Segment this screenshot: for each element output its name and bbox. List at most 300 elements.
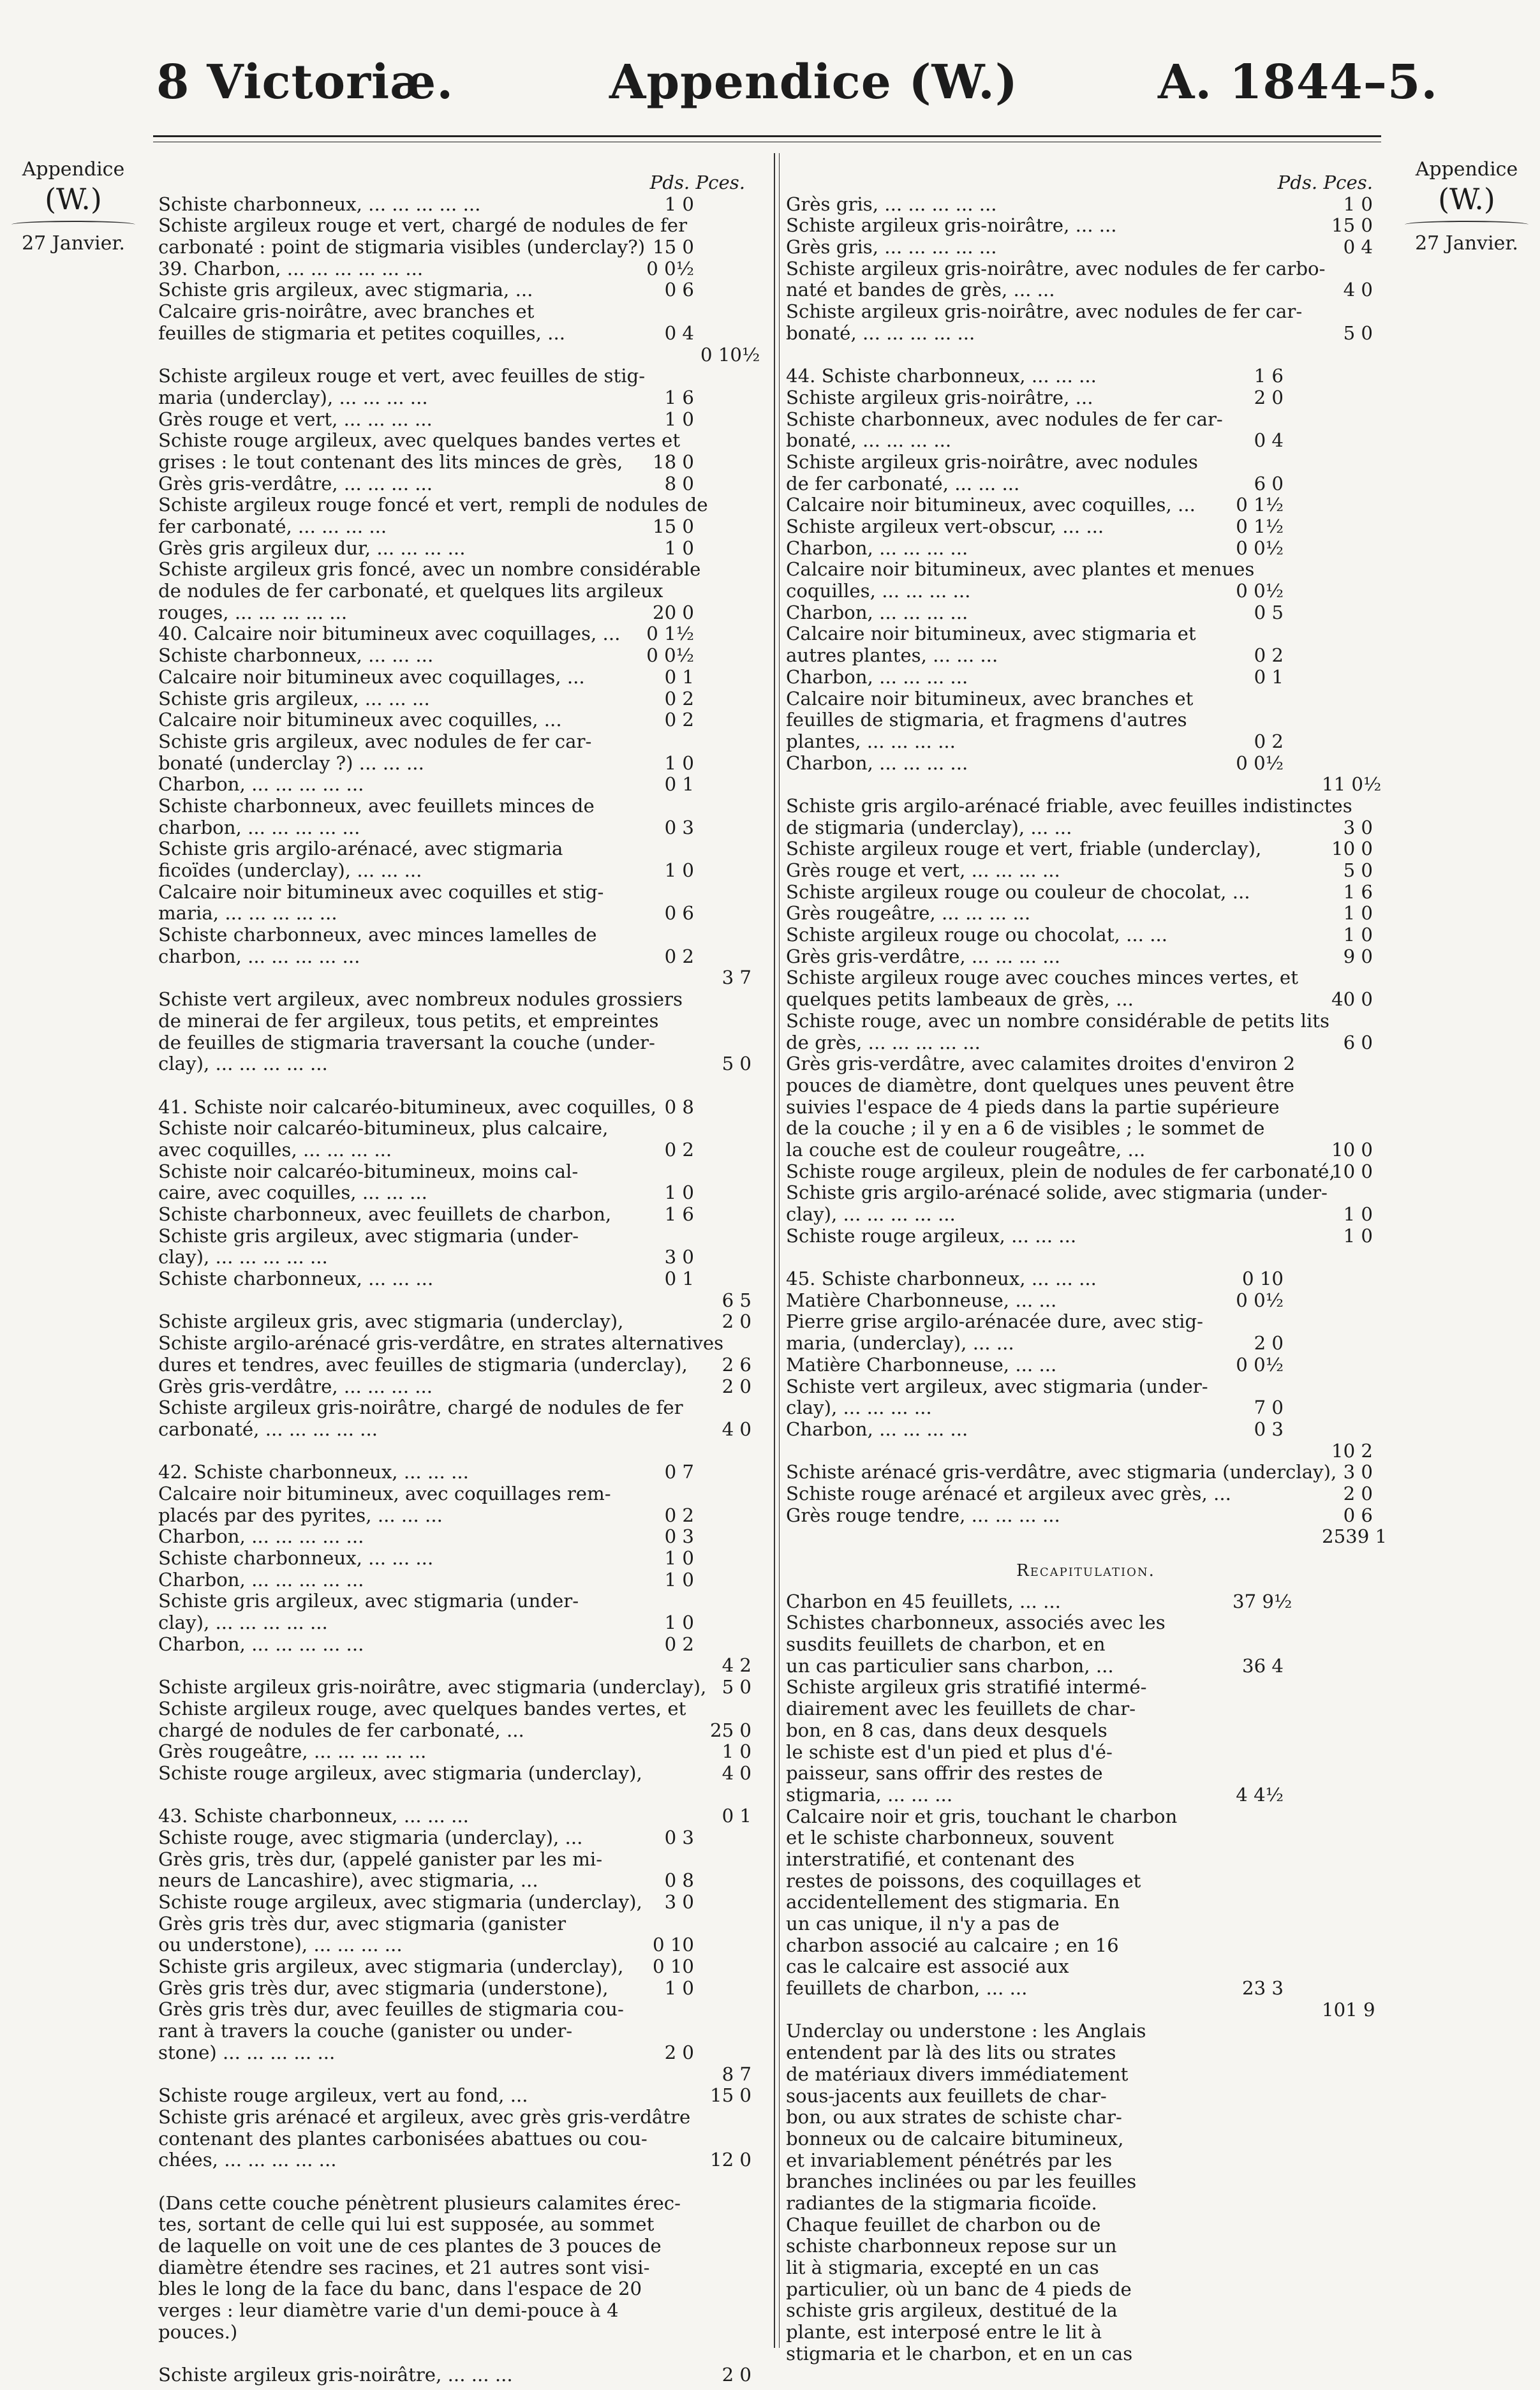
margin-brace: [11, 221, 135, 228]
row-text: accidentellement des stigmaria. En: [786, 1891, 1120, 1913]
table-row: [786, 1333, 1386, 1355]
row-value: 0 2: [664, 1138, 694, 1161]
table-row: [786, 559, 1386, 581]
row-text: Schiste gris arénacé et argileux, avec grès gris-verdâtre: [158, 2105, 691, 2128]
row-value: 3 0: [664, 1246, 694, 1268]
table-row: [158, 2343, 758, 2364]
row-value: 4 4½: [1236, 1783, 1284, 1806]
table-row: [158, 2257, 758, 2279]
row-text: Schiste argileux gris-noirâtre, ...: [786, 386, 1093, 408]
row-text: un cas unique, il n'y a pas de: [786, 1913, 1060, 1935]
table-row: [158, 1311, 758, 1333]
row-text: charbon, ... ... ... ... ...: [158, 945, 360, 967]
table-row: [786, 1032, 1386, 1054]
row-value: 0 8: [664, 1095, 694, 1118]
row-text: Charbon en 45 feuillets, ... ...: [786, 1590, 1061, 1612]
row-text: clay), ... ... ... ... ...: [158, 1053, 328, 1075]
table-row: [786, 1419, 1386, 1441]
row-text: Chaque feuillet de charbon ou de: [786, 2213, 1101, 2236]
table-row: [786, 1935, 1386, 1957]
row-subtotal: 0 10½: [700, 343, 760, 366]
table-row: [158, 1785, 758, 1806]
row-text: clay), ... ... ... ... ...: [158, 1246, 328, 1268]
row-text: stigmaria, ... ... ...: [786, 1783, 953, 1806]
margin-date: 27 Janvier.: [1415, 232, 1518, 255]
margin-appendice: Appendice: [1415, 158, 1518, 181]
table-row: [786, 538, 1386, 560]
table-row: [786, 1182, 1386, 1204]
row-value: 0 4: [1254, 429, 1284, 452]
table-row: [158, 1290, 758, 1312]
table-row: [786, 667, 1386, 688]
row-text: Schiste argileux gris-noirâtre, avec nodules de fer car-: [786, 301, 1303, 323]
table-row: [786, 2300, 1386, 2322]
table-row: [786, 709, 1386, 731]
table-row: [158, 1849, 758, 1871]
table-row: [158, 2364, 758, 2386]
table-row: [158, 1548, 758, 1570]
row-text: Grès gris très dur, avec stigmaria (ganister: [158, 1912, 566, 1934]
table-row: [786, 838, 1386, 860]
table-row: [158, 1505, 758, 1527]
row-text: Schiste gris argilo-arénacé friable, avec feuilles indistinctes: [786, 794, 1352, 817]
row-subtotal: 2 0: [722, 2364, 751, 2386]
right-column: [786, 172, 1386, 2364]
row-text: Charbon, ... ... ... ... ...: [158, 1633, 364, 1655]
table-row: [158, 1419, 758, 1441]
table-row: [158, 1053, 758, 1075]
table-row: [786, 1204, 1386, 1226]
table-row: [786, 753, 1386, 775]
table-row: [786, 494, 1386, 516]
row-text: Calcaire noir bitumineux avec coquilles, ...: [158, 709, 562, 731]
table-row: [786, 2042, 1386, 2064]
row-subtotal: 6 0: [1343, 1031, 1373, 1053]
row-value: 23 3: [1242, 1977, 1284, 2000]
table-row: [786, 1720, 1386, 1742]
row-text: Grès rougeâtre, ... ... ... ... ...: [158, 1741, 427, 1763]
row-text: Grès gris-verdâtre, ... ... ... ...: [158, 472, 433, 494]
row-text: grises : le tout contenant des lits minces de grès,: [158, 450, 623, 473]
table-row: [158, 1032, 758, 1054]
row-value: 2 0: [664, 2041, 694, 2063]
row-text: Schiste rouge argileux, vert au fond, ...: [158, 2084, 528, 2107]
row-subtotal: 4 0: [1343, 279, 1373, 301]
table-row: [158, 1827, 758, 1849]
table-row: [786, 387, 1386, 409]
table-row: [158, 623, 758, 645]
row-value: 1 0: [664, 1547, 694, 1569]
row-subtotal: 10 0: [1331, 1138, 1373, 1161]
row-text: Schiste noir calcaréo-bitumineux, moins cal-: [158, 1160, 579, 1182]
table-row: [158, 1698, 758, 1720]
table-row: [158, 2042, 758, 2064]
row-text: clay), ... ... ... ...: [786, 1397, 932, 1419]
row-subtotal: 15 0: [1331, 214, 1373, 237]
row-text: stone) ... ... ... ... ...: [158, 2041, 336, 2063]
row-text: Schiste vert argileux, avec nombreux nodules grossiers: [158, 988, 683, 1011]
row-text: diamètre étendre ses racines, et 21 autres sont visi-: [158, 2256, 650, 2278]
row-text: et le schiste charbonneux, souvent: [786, 1827, 1114, 1849]
header-title: Appendice (W.): [609, 55, 1018, 110]
table-row: [786, 2343, 1386, 2365]
row-text: plante, est interposé entre le lit à: [786, 2321, 1102, 2343]
table-row: [786, 2086, 1386, 2107]
table-row: [158, 2214, 758, 2236]
table-row: [158, 688, 758, 710]
row-text: contenant des plantes carbonisées abattues ou cou-: [158, 2127, 648, 2149]
row-value: 1 6: [1254, 365, 1284, 387]
row-value: 0 6: [664, 902, 694, 924]
table-row: [786, 1161, 1386, 1183]
table-row: [786, 301, 1386, 323]
row-text: Schiste argileux gris-noirâtre, avec nodules: [786, 450, 1198, 473]
row-text: Schiste gris argileux, avec nodules de fer car-: [158, 730, 592, 752]
row-value: 0 3: [1254, 1418, 1284, 1440]
table-row: [786, 1011, 1386, 1032]
row-subtotal: 6 5: [722, 1289, 751, 1311]
header-year: A. 1844–5.: [1158, 55, 1439, 110]
table-row: [786, 1118, 1386, 1139]
row-subtotal: 2 0: [722, 1375, 751, 1397]
units-label: Pds. Pces.: [1277, 172, 1373, 193]
row-value: 0 1: [1254, 665, 1284, 688]
row-value: 0 2: [664, 709, 694, 731]
row-text: Calcaire gris-noirâtre, avec branches et: [158, 301, 535, 323]
table-row: [158, 924, 758, 946]
table-row: [786, 409, 1386, 431]
table-row: [158, 516, 758, 538]
table-row: [786, 1978, 1386, 2000]
table-row: [158, 2236, 758, 2257]
row-subtotal: 25 0: [710, 1719, 751, 1741]
row-text: Schiste charbonneux, ... ... ...: [158, 644, 434, 667]
row-text: Schiste rouge, avec stigmaria (underclay), ...: [158, 1826, 583, 1848]
table-row: [158, 1483, 758, 1505]
table-row: [158, 1226, 758, 1247]
table-row: [786, 882, 1386, 903]
row-subtotal: 4 2: [722, 1654, 751, 1677]
row-text: pouces de diamètre, dont quelques unes peuvent être: [786, 1074, 1294, 1096]
row-text: Schiste charbonneux, avec feuillets de charbon,: [158, 1203, 612, 1225]
row-text: le schiste est d'un pied et plus d'é-: [786, 1741, 1113, 1763]
row-text: Schiste argileux rouge et vert, avec feuilles de stig-: [158, 365, 646, 387]
page-header: [0, 55, 1540, 131]
table-row: [786, 237, 1386, 258]
row-value: 37 9½: [1233, 1590, 1292, 1612]
row-subtotal: 1 0: [722, 1741, 751, 1763]
row-text: lit à stigmaria, excepté en un cas: [786, 2257, 1099, 2279]
row-text: caire, avec coquilles, ... ... ...: [158, 1182, 427, 1204]
row-value: 0 5: [1254, 601, 1284, 623]
row-text: Schiste vert argileux, avec stigmaria (under-: [786, 1375, 1208, 1397]
row-text: 43. Schiste charbonneux, ... ... ...: [158, 1805, 469, 1827]
row-value: 0 6: [664, 279, 694, 301]
row-value: 8 0: [664, 472, 694, 494]
recap-rows: [786, 1591, 1386, 2365]
table-row: [158, 1934, 758, 1956]
row-text: bonaté, ... ... ... ... ...: [786, 322, 975, 344]
margin-date: 27 Janvier.: [22, 232, 125, 255]
table-row: [786, 817, 1386, 839]
row-subtotal: 3 0: [1343, 1461, 1373, 1483]
table-row: [786, 989, 1386, 1011]
row-value: 1 0: [664, 193, 694, 215]
recap-title: Recapitulation.: [1016, 1561, 1155, 1580]
table-row: [786, 1355, 1386, 1376]
row-text: feuillets de charbon, ... ...: [786, 1977, 1028, 2000]
row-value: 0 10: [653, 1956, 694, 1978]
table-row: [786, 1139, 1386, 1161]
row-text: placés par des pyrites, ... ... ...: [158, 1504, 443, 1526]
row-text: Schiste argileux vert-obscur, ... ...: [786, 516, 1104, 537]
table-row: [786, 2128, 1386, 2150]
table-row: [786, 2000, 1386, 2021]
row-text: Charbon, ... ... ... ... ...: [158, 1525, 364, 1548]
row-text: Schiste charbonneux, avec feuillets minces de: [158, 794, 595, 817]
table-row: [158, 194, 758, 216]
table-row: [158, 1161, 758, 1183]
row-text: 44. Schiste charbonneux, ... ... ...: [786, 365, 1097, 387]
row-value: 1 0: [664, 537, 694, 559]
row-value: 36 4: [1242, 1654, 1284, 1677]
table-row: [786, 323, 1386, 345]
table-row: [158, 2193, 758, 2215]
row-text: entendent par là des lits ou strates: [786, 2042, 1116, 2064]
row-subtotal: 2539 1: [1322, 1525, 1388, 1548]
units-header: [786, 172, 1386, 194]
table-row: [158, 1247, 758, 1268]
row-text: de la couche ; il y en a 6 de visibles ; le sommet de: [786, 1117, 1265, 1139]
row-value: 0 1½: [646, 623, 694, 645]
table-row: [786, 345, 1386, 366]
table-row: [158, 1655, 758, 1677]
row-text: bon, ou aux strates de schiste char-: [786, 2106, 1122, 2128]
row-text: Schiste charbonneux, ... ... ...: [158, 1268, 434, 1290]
row-text: verges : leur diamètre varie d'un demi-pouce à 4: [158, 2299, 619, 2322]
row-text: de nodules de fer carbonaté, et quelques lits argileux: [158, 580, 663, 602]
row-value: 0 2: [1254, 730, 1284, 752]
row-text: de stigmaria (underclay), ... ...: [786, 816, 1072, 838]
row-subtotal: 101 9: [1322, 1998, 1375, 2021]
row-text: Schiste argileux gris-noirâtre, avec nodules de fer carbo-: [786, 257, 1326, 279]
row-text: Grès gris, ... ... ... ... ...: [786, 193, 997, 215]
row-text: Charbon, ... ... ... ...: [786, 665, 968, 688]
table-row: [786, 581, 1386, 602]
row-text: suivies l'espace de 4 pieds dans la partie supérieure: [786, 1095, 1280, 1118]
row-text: bles le long de la face du banc, dans l'espace de 20: [158, 2278, 642, 2300]
table-row: [786, 215, 1386, 237]
table-row: [158, 2300, 758, 2322]
row-subtotal: 2 0: [722, 1310, 751, 1333]
row-text: pouces.): [158, 2320, 238, 2343]
row-text: Schiste rouge argileux, plein de nodules de fer carbonaté,: [786, 1160, 1335, 1182]
row-text: de feuilles de stigmaria traversant la couche (under-: [158, 1031, 655, 1053]
row-subtotal: 2 0: [1343, 1482, 1373, 1504]
row-value: 1 0: [664, 752, 694, 774]
table-row: [158, 452, 758, 473]
column-divider-thin: [779, 153, 780, 2348]
table-row: [158, 1097, 758, 1118]
row-text: feuilles de stigmaria, et fragmens d'autres: [786, 709, 1187, 731]
table-row: [158, 1139, 758, 1161]
row-subtotal: 8 7: [722, 2063, 751, 2085]
table-row: [786, 194, 1386, 216]
row-text: 42. Schiste charbonneux, ... ... ...: [158, 1461, 469, 1483]
table-row: [158, 2171, 758, 2193]
header-rule: [153, 135, 1381, 137]
margin-brace: [1405, 221, 1529, 228]
row-text: rouges, ... ... ... ... ...: [158, 601, 348, 623]
row-text: de grès, ... ... ... ... ...: [786, 1031, 981, 1053]
row-text: Calcaire noir et gris, touchant le charbon: [786, 1805, 1178, 1827]
table-row: [158, 2107, 758, 2128]
table-row: [158, 1526, 758, 1548]
left-rows: [158, 194, 758, 2386]
margin-note-right: [1393, 158, 1540, 255]
table-row: [786, 602, 1386, 624]
table-row: [158, 215, 758, 237]
row-text: carbonaté : point de stigmaria visibles (underclay?): [158, 236, 646, 258]
table-row: [786, 1677, 1386, 1698]
table-row: [158, 1741, 758, 1763]
table-row: [158, 2128, 758, 2150]
row-value: 0 3: [664, 816, 694, 838]
table-row: [158, 1462, 758, 1483]
table-row: [158, 366, 758, 387]
table-row: [786, 796, 1386, 817]
table-row: [786, 2171, 1386, 2193]
row-text: plantes, ... ... ... ...: [786, 730, 956, 752]
table-row: [786, 1505, 1386, 1527]
row-text: neurs de Lancashire), avec stigmaria, ...: [158, 1869, 538, 1892]
row-text: de matériaux divers immédiatement: [786, 2063, 1129, 2085]
column-divider: [774, 153, 775, 2348]
table-row: [786, 2150, 1386, 2172]
row-text: Matière Charbonneuse, ... ...: [786, 1353, 1057, 1376]
row-text: Calcaire noir bitumineux, avec coquilles, ...: [786, 494, 1196, 516]
table-row: [786, 1311, 1386, 1333]
table-row: [158, 237, 758, 258]
table-row: [786, 2215, 1386, 2236]
table-row: [786, 903, 1386, 924]
row-subtotal: 5 0: [722, 1676, 751, 1698]
table-row: [158, 1978, 758, 2000]
row-value: 0 10: [653, 1934, 694, 1956]
row-subtotal: 1 0: [1343, 193, 1373, 215]
row-subtotal: 11 0½: [1322, 773, 1382, 796]
row-text: Schiste rouge argileux, ... ... ...: [786, 1224, 1077, 1247]
row-subtotal: 10 0: [1331, 1160, 1373, 1182]
row-text: Schiste argileux rouge avec couches minces vertes, et: [786, 967, 1298, 989]
row-value: 0 0½: [1236, 537, 1284, 559]
table-row: [158, 709, 758, 731]
table-row: [786, 1892, 1386, 1913]
row-text: avec coquilles, ... ... ... ...: [158, 1138, 392, 1161]
row-value: 1 0: [664, 1568, 694, 1591]
row-subtotal: 10 2: [1331, 1439, 1373, 1462]
row-text: maria (underclay), ... ... ... ...: [158, 386, 428, 408]
row-text: 45. Schiste charbonneux, ... ... ...: [786, 1268, 1097, 1290]
margin-w: (W.): [45, 182, 102, 216]
row-text: ou understone), ... ... ... ...: [158, 1934, 403, 1956]
table-row: [786, 731, 1386, 753]
row-text: diairement avec les feuillets de char-: [786, 1698, 1136, 1720]
row-value: 0 0½: [1236, 1289, 1284, 1311]
table-row: [158, 1763, 758, 1785]
row-text: naté et bandes de grès, ... ...: [786, 279, 1055, 301]
table-row: [158, 1204, 758, 1226]
row-text: Schiste argileux rouge et vert, chargé de nodules de fer: [158, 214, 688, 237]
row-value: 0 8: [664, 1869, 694, 1892]
table-row: [786, 1462, 1386, 1483]
table-row: [786, 1526, 1386, 1548]
row-subtotal: 1 0: [1343, 924, 1373, 946]
row-text: feuilles de stigmaria et petites coquilles, ...: [158, 322, 566, 344]
row-text: et invariablement pénétrés par les: [786, 2149, 1113, 2171]
row-text: fer carbonaté, ... ... ... ...: [158, 516, 387, 537]
row-value: 0 4: [664, 322, 694, 344]
row-subtotal: 1 0: [1343, 1224, 1373, 1247]
row-text: Grès rouge et vert, ... ... ... ...: [786, 859, 1060, 881]
row-value: 0 0½: [646, 644, 694, 667]
row-text: Schiste gris argilo-arénacé solide, avec stigmaria (under-: [786, 1182, 1328, 1204]
row-text: schiste gris argileux, destitué de la: [786, 2299, 1118, 2322]
row-text: Schiste argileux rouge ou chocolat, ... ...: [786, 924, 1168, 946]
row-value: 1 0: [664, 1182, 694, 1204]
table-row: [158, 1441, 758, 1462]
table-row: [786, 645, 1386, 667]
row-text: Schiste rouge argileux, avec quelques bandes vertes et: [158, 429, 681, 452]
table-row: [158, 1677, 758, 1698]
margin-appendice: Appendice: [22, 158, 125, 181]
table-row: [158, 2064, 758, 2086]
row-text: sous-jacents aux feuillets de char-: [786, 2084, 1107, 2107]
table-row: [786, 1913, 1386, 1935]
table-row: [786, 1268, 1386, 1290]
table-row: [786, 774, 1386, 796]
row-value: 3 0: [664, 1891, 694, 1913]
row-text: Schiste rouge argileux, avec stigmaria (underclay),: [158, 1891, 642, 1913]
row-text: radiantes de la stigmaria ficoïde.: [786, 2192, 1097, 2214]
row-text: susdits feuillets de charbon, et en: [786, 1633, 1106, 1656]
table-row: [786, 1441, 1386, 1462]
row-text: Schiste arénacé gris-verdâtre, avec stigmaria (underclay),: [786, 1461, 1337, 1483]
row-subtotal: 1 0: [1343, 1203, 1373, 1225]
row-text: Pierre grise argilo-arénacée dure, avec stig-: [786, 1310, 1203, 1333]
table-row: [158, 1268, 758, 1290]
table-row: [786, 2279, 1386, 2301]
table-row: [158, 1956, 758, 1978]
row-text: Calcaire noir bitumineux avec coquilles et stig-: [158, 880, 604, 903]
table-row: [786, 1634, 1386, 1656]
table-row: [786, 946, 1386, 968]
row-value: 1 0: [664, 1612, 694, 1634]
row-text: Grès rouge et vert, ... ... ... ...: [158, 408, 433, 430]
table-row: [158, 1182, 758, 1204]
row-text: un cas particulier sans charbon, ...: [786, 1654, 1114, 1677]
row-value: 0 3: [664, 1826, 694, 1848]
table-row: [786, 1247, 1386, 1268]
row-value: 1 6: [664, 386, 694, 408]
row-value: 1 0: [664, 859, 694, 881]
table-row: [158, 2021, 758, 2042]
row-text: Schiste argileux rouge foncé et vert, rempli de nodules de: [158, 494, 708, 516]
row-text: Calcaire noir bitumineux, avec coquillages rem-: [158, 1482, 611, 1504]
row-value: 1 0: [664, 408, 694, 430]
row-text: Schiste argileux gris stratifié intermé-: [786, 1676, 1147, 1698]
row-text: bon, en 8 cas, dans deux desquels: [786, 1719, 1107, 1741]
